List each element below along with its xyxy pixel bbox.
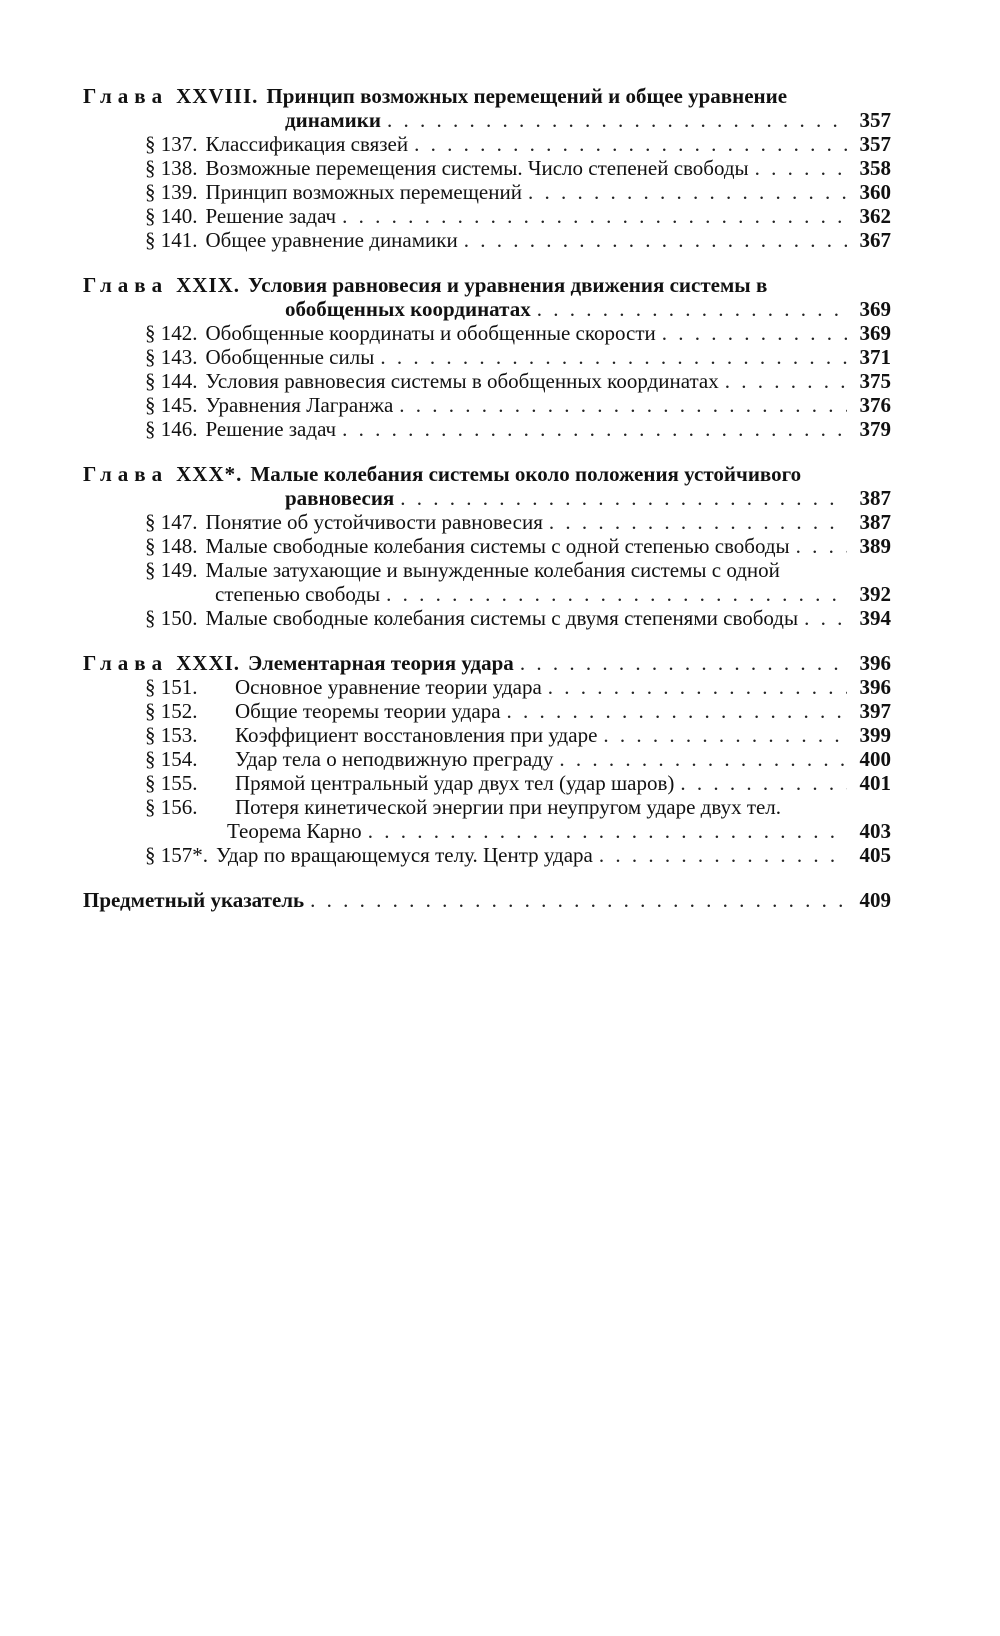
dot-leader <box>537 297 847 321</box>
toc-entry <box>83 393 891 417</box>
chapter-number: XXXI. <box>176 651 241 675</box>
page-number: 379 <box>859 417 891 441</box>
chapter-heading <box>83 651 891 675</box>
section-title-line2: степенью свободы <box>215 582 381 606</box>
section-title: Решение задач <box>205 417 337 441</box>
section-number: § 156. <box>145 795 198 819</box>
chapter-number: XXIX. <box>176 273 241 297</box>
dot-leader <box>559 747 847 771</box>
chapter-title: Элементарная теория удара <box>248 651 514 675</box>
page-number: 389 <box>859 534 891 558</box>
section-title: Коэффициент восстановления при ударе <box>235 723 598 747</box>
toc-entry <box>83 204 891 228</box>
page-number: 376 <box>859 393 891 417</box>
section-title: Потеря кинетической энергии при неупругом ударе двух тел. <box>235 795 782 819</box>
dot-leader <box>400 486 847 510</box>
toc-entry <box>83 795 891 819</box>
page-number: 392 <box>859 582 891 606</box>
section-title: Прямой центральный удар двух тел (удар шаров) <box>235 771 675 795</box>
section-number: § 155. <box>145 771 198 795</box>
toc-entry <box>83 699 891 723</box>
section-title: Обобщенные координаты и обобщенные скорости <box>205 321 656 345</box>
section-title: Основное уравнение теории удара <box>235 675 542 699</box>
subject-index-title: Предметный указатель <box>83 888 305 912</box>
subject-index-entry <box>83 888 891 912</box>
dot-leader <box>380 345 847 369</box>
toc-entry-continued <box>83 582 891 606</box>
toc-entry <box>83 534 891 558</box>
chapter-xxix <box>83 273 891 441</box>
page-number: 394 <box>859 606 891 630</box>
chapter-prefix: Глава <box>83 273 169 297</box>
section-number: § 142. <box>145 321 198 345</box>
chapter-xxviii <box>83 84 891 252</box>
page-number: 357 <box>859 132 891 156</box>
dot-leader <box>662 321 847 345</box>
chapter-title: Принцип возможных перемещений и общее уравнение <box>266 84 788 108</box>
dot-leader <box>599 843 847 867</box>
section-number: § 148. <box>145 534 198 558</box>
chapter-title-line2: динамики <box>285 108 381 132</box>
dot-leader <box>464 228 847 252</box>
dot-leader <box>386 582 847 606</box>
dot-leader <box>342 417 847 441</box>
section-number: § 146. <box>145 417 198 441</box>
page-number: 371 <box>859 345 891 369</box>
page-number: 362 <box>859 204 891 228</box>
dot-leader <box>603 723 847 747</box>
section-number: § 149. <box>145 558 198 582</box>
dot-leader <box>310 888 847 912</box>
dot-leader <box>755 156 847 180</box>
chapter-title-line2: обобщенных координатах <box>285 297 531 321</box>
toc-entry <box>83 510 891 534</box>
section-title: Малые затухающие и вынужденные колебания системы с одной <box>205 558 780 582</box>
page-number: 400 <box>859 747 891 771</box>
dot-leader <box>528 180 847 204</box>
section-number: § 152. <box>145 699 198 723</box>
chapter-title: Малые колебания системы около положения устойчивого <box>250 462 802 486</box>
chapter-prefix: Глава <box>83 462 169 486</box>
toc-entry <box>83 723 891 747</box>
toc-entry <box>83 180 891 204</box>
chapter-prefix: Глава <box>83 84 169 108</box>
chapter-xxx <box>83 462 891 630</box>
section-number: § 137. <box>145 132 198 156</box>
toc-entry <box>83 606 891 630</box>
page-number: 358 <box>859 156 891 180</box>
table-of-contents <box>83 84 891 912</box>
section-number: § 147. <box>145 510 198 534</box>
toc-entry <box>83 747 891 771</box>
section-title: Решение задач <box>205 204 337 228</box>
section-title: Принцип возможных перемещений <box>205 180 522 204</box>
dot-leader <box>387 108 847 132</box>
section-title: Понятие об устойчивости равновесия <box>205 510 543 534</box>
chapter-xxxi <box>83 651 891 867</box>
toc-entry <box>83 156 891 180</box>
chapter-heading-continued <box>83 108 891 132</box>
page-number: 387 <box>859 510 891 534</box>
dot-leader <box>548 675 847 699</box>
page-number: 396 <box>859 651 891 675</box>
dot-leader <box>507 699 847 723</box>
toc-entry-continued <box>83 819 891 843</box>
section-title: Общие теоремы теории удара <box>235 699 501 723</box>
dot-leader <box>796 534 847 558</box>
toc-entry <box>83 228 891 252</box>
dot-leader <box>520 651 847 675</box>
toc-entry <box>83 675 891 699</box>
page-number: 397 <box>859 699 891 723</box>
section-title-line2: Теорема Карно <box>227 819 362 843</box>
page-number: 367 <box>859 228 891 252</box>
dot-leader <box>725 369 847 393</box>
toc-entry <box>83 417 891 441</box>
dot-leader <box>804 606 847 630</box>
section-number: § 154. <box>145 747 198 771</box>
toc-entry <box>83 771 891 795</box>
section-title: Возможные перемещения системы. Число степеней свободы <box>205 156 749 180</box>
chapter-heading <box>83 84 891 108</box>
dot-leader <box>399 393 847 417</box>
page-number: 403 <box>859 819 891 843</box>
toc-entry <box>83 345 891 369</box>
page-number: 360 <box>859 180 891 204</box>
page-number: 375 <box>859 369 891 393</box>
chapter-number: XXVIII. <box>176 84 259 108</box>
section-title: Условия равновесия системы в обобщенных координатах <box>205 369 719 393</box>
toc-entry <box>83 132 891 156</box>
page-number: 357 <box>859 108 891 132</box>
dot-leader <box>414 132 847 156</box>
page-number: 369 <box>859 321 891 345</box>
section-number: § 151. <box>145 675 198 699</box>
chapter-number: XXX*. <box>176 462 243 486</box>
chapter-title-line2: равновесия <box>285 486 395 510</box>
toc-entry <box>83 558 891 582</box>
section-title: Уравнения Лагранжа <box>205 393 394 417</box>
section-title: Малые свободные колебания системы с одной степенью свободы <box>205 534 790 558</box>
section-number: § 157*. <box>145 843 208 867</box>
page-number: 369 <box>859 297 891 321</box>
page-number: 401 <box>859 771 891 795</box>
section-title: Малые свободные колебания системы с двумя степенями свободы <box>205 606 799 630</box>
chapter-heading <box>83 462 891 486</box>
page-number: 387 <box>859 486 891 510</box>
section-title: Обобщенные силы <box>205 345 375 369</box>
page-number: 405 <box>859 843 891 867</box>
page-number: 396 <box>859 675 891 699</box>
toc-entry <box>83 369 891 393</box>
section-title: Общее уравнение динамики <box>205 228 458 252</box>
section-number: § 139. <box>145 180 198 204</box>
page-number: 409 <box>859 888 891 912</box>
section-number: § 144. <box>145 369 198 393</box>
chapter-title: Условия равновесия и уравнения движения системы в <box>248 273 768 297</box>
section-number: § 140. <box>145 204 198 228</box>
dot-leader <box>368 819 847 843</box>
chapter-prefix: Глава <box>83 651 169 675</box>
page-number: 399 <box>859 723 891 747</box>
dot-leader <box>549 510 847 534</box>
section-number: § 150. <box>145 606 198 630</box>
section-number: § 153. <box>145 723 198 747</box>
dot-leader <box>680 771 847 795</box>
chapter-heading <box>83 273 891 297</box>
section-title: Удар по вращающемуся телу. Центр удара <box>216 843 593 867</box>
section-title: Удар тела о неподвижную преграду <box>235 747 554 771</box>
section-number: § 138. <box>145 156 198 180</box>
chapter-heading-continued <box>83 486 891 510</box>
toc-entry <box>83 321 891 345</box>
toc-entry <box>83 843 891 867</box>
section-number: § 141. <box>145 228 198 252</box>
dot-leader <box>342 204 847 228</box>
section-number: § 143. <box>145 345 198 369</box>
section-title: Классификация связей <box>205 132 409 156</box>
section-number: § 145. <box>145 393 198 417</box>
chapter-heading-continued <box>83 297 891 321</box>
